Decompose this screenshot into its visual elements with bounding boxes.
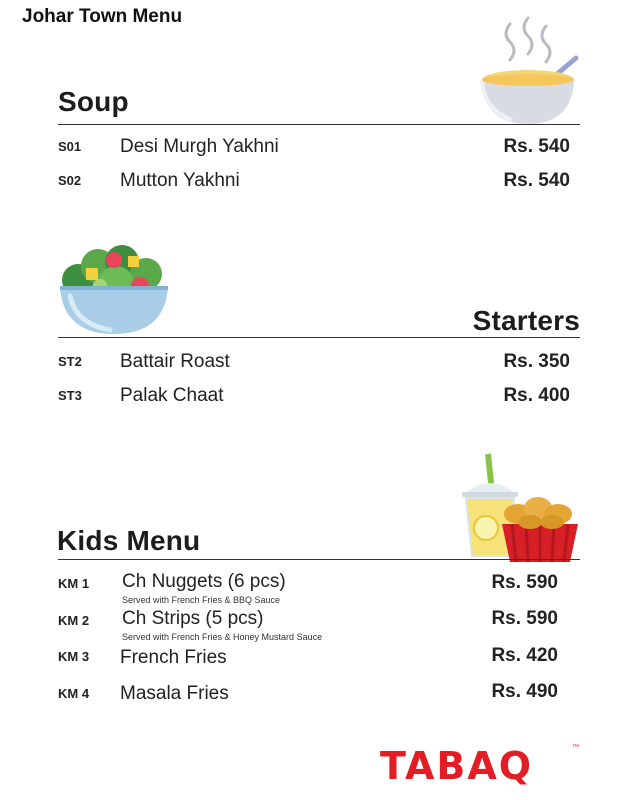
item-code: KM 2 xyxy=(58,613,90,628)
item-name: French Fries xyxy=(120,647,227,668)
item-name: Ch Nuggets (6 pcs) xyxy=(122,571,286,592)
section-divider xyxy=(58,559,580,560)
item-code: KM 4 xyxy=(58,686,90,701)
item-code: KM 3 xyxy=(58,649,90,664)
item-name: Desi Murgh Yakhni xyxy=(120,136,279,157)
item-price: Rs. 540 xyxy=(503,136,570,157)
trademark-symbol: ™ xyxy=(572,744,579,751)
soup-bowl-icon xyxy=(478,14,588,129)
section-title-soup: Soup xyxy=(58,86,129,117)
item-note: Served with French Fries & BBQ Sauce xyxy=(122,595,281,605)
section-title-starters: Starters xyxy=(472,305,580,336)
item-name: Ch Strips (5 pcs) xyxy=(122,608,264,629)
item-code: S02 xyxy=(58,173,82,188)
item-price: Rs. 540 xyxy=(503,170,570,191)
item-code: KM 1 xyxy=(58,576,90,591)
item-price: Rs. 420 xyxy=(491,645,558,666)
item-price: Rs. 350 xyxy=(503,351,570,372)
item-price: Rs. 400 xyxy=(503,385,570,406)
item-price: Rs. 490 xyxy=(491,681,558,702)
item-name: Battair Roast xyxy=(120,351,230,372)
item-note: Served with French Fries & Honey Mustard Sauce xyxy=(122,632,323,642)
item-name: Mutton Yakhni xyxy=(120,170,240,191)
section-title-kids-menu: Kids Menu xyxy=(57,525,201,556)
salad-bowl-icon xyxy=(56,238,172,338)
item-name: Masala Fries xyxy=(120,683,229,704)
brand-logo: TABAQ xyxy=(380,744,534,788)
item-code: S01 xyxy=(58,139,82,154)
item-price: Rs. 590 xyxy=(491,608,558,629)
drink-and-nuggets-icon xyxy=(458,452,582,564)
section-divider xyxy=(58,124,580,125)
page-title: Johar Town Menu xyxy=(22,6,183,27)
item-price: Rs. 590 xyxy=(491,572,558,593)
item-name: Palak Chaat xyxy=(120,385,224,406)
section-divider xyxy=(58,337,580,338)
item-code: ST3 xyxy=(58,388,82,403)
item-code: ST2 xyxy=(58,354,82,369)
